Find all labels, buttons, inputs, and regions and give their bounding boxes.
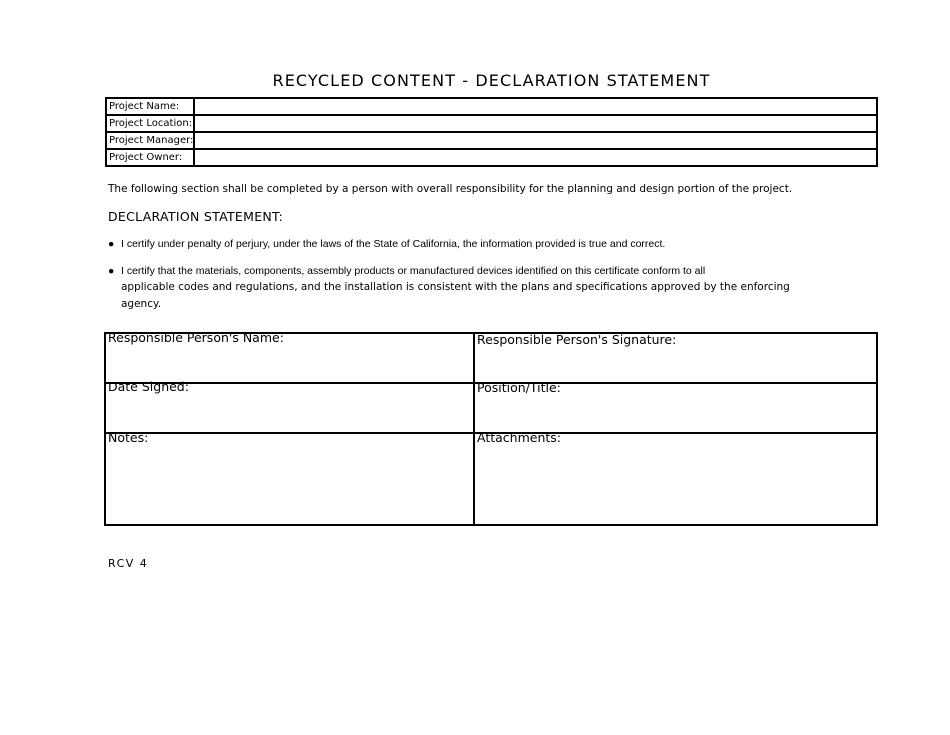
declaration-item-2-text: I certify that the materials, components, assembly products or manufactured devices identified on this certificate conform to all [121, 265, 706, 277]
date-signed-field[interactable] [106, 379, 473, 431]
notes-label: Notes: [108, 430, 149, 445]
attachments-label: Attachments: [477, 430, 562, 445]
project-name-label: Project Name: [106, 98, 194, 115]
position-title-label: Position/Title: [477, 380, 561, 395]
date-signed-label: Date Signed: [108, 379, 189, 394]
declaration-item-2 [108, 265, 705, 277]
signature-grid [104, 332, 878, 526]
position-title-field[interactable] [475, 380, 876, 432]
declaration-item-2-text-cont: applicable codes and regulations, and the installation is consistent with the plans and specifications approved by the enforcing [121, 281, 790, 293]
bullet-icon: ● [108, 238, 115, 250]
responsible-signature-label: Responsible Person's Signature: [477, 332, 677, 347]
declaration-item-1 [108, 238, 665, 250]
table-row [106, 115, 877, 132]
table-row [106, 149, 877, 166]
project-owner-field[interactable] [194, 149, 877, 166]
table-row [106, 98, 877, 115]
form-code: RCV 4 [108, 557, 149, 570]
project-owner-label: Project Owner: [106, 149, 194, 166]
project-name-field[interactable] [194, 98, 877, 115]
project-manager-field[interactable] [194, 132, 877, 149]
declaration-item-2-text-end: agency. [121, 298, 162, 310]
attachments-field[interactable] [475, 430, 876, 522]
project-location-field[interactable] [194, 115, 877, 132]
project-manager-label: Project Manager: [106, 132, 194, 149]
responsible-signature-field[interactable] [475, 332, 876, 382]
form-title: RECYCLED CONTENT - DECLARATION STATEMENT [272, 71, 711, 90]
declaration-item-1-text: I certify under penalty of perjury, under the laws of the State of California, the information provided is true and correct. [121, 238, 666, 250]
responsible-name-label: Responsible Person's Name: [108, 330, 284, 345]
table-row [106, 132, 877, 149]
project-info-table [105, 97, 878, 167]
responsible-name-field[interactable] [106, 330, 473, 382]
declaration-heading: DECLARATION STATEMENT: [108, 209, 284, 224]
intro-text: The following section shall be completed by a person with overall responsibility for the planning and design portion of the project. [108, 183, 793, 195]
notes-field[interactable] [106, 430, 473, 522]
project-location-label: Project Location: [106, 115, 194, 132]
bullet-icon: ● [108, 265, 115, 277]
